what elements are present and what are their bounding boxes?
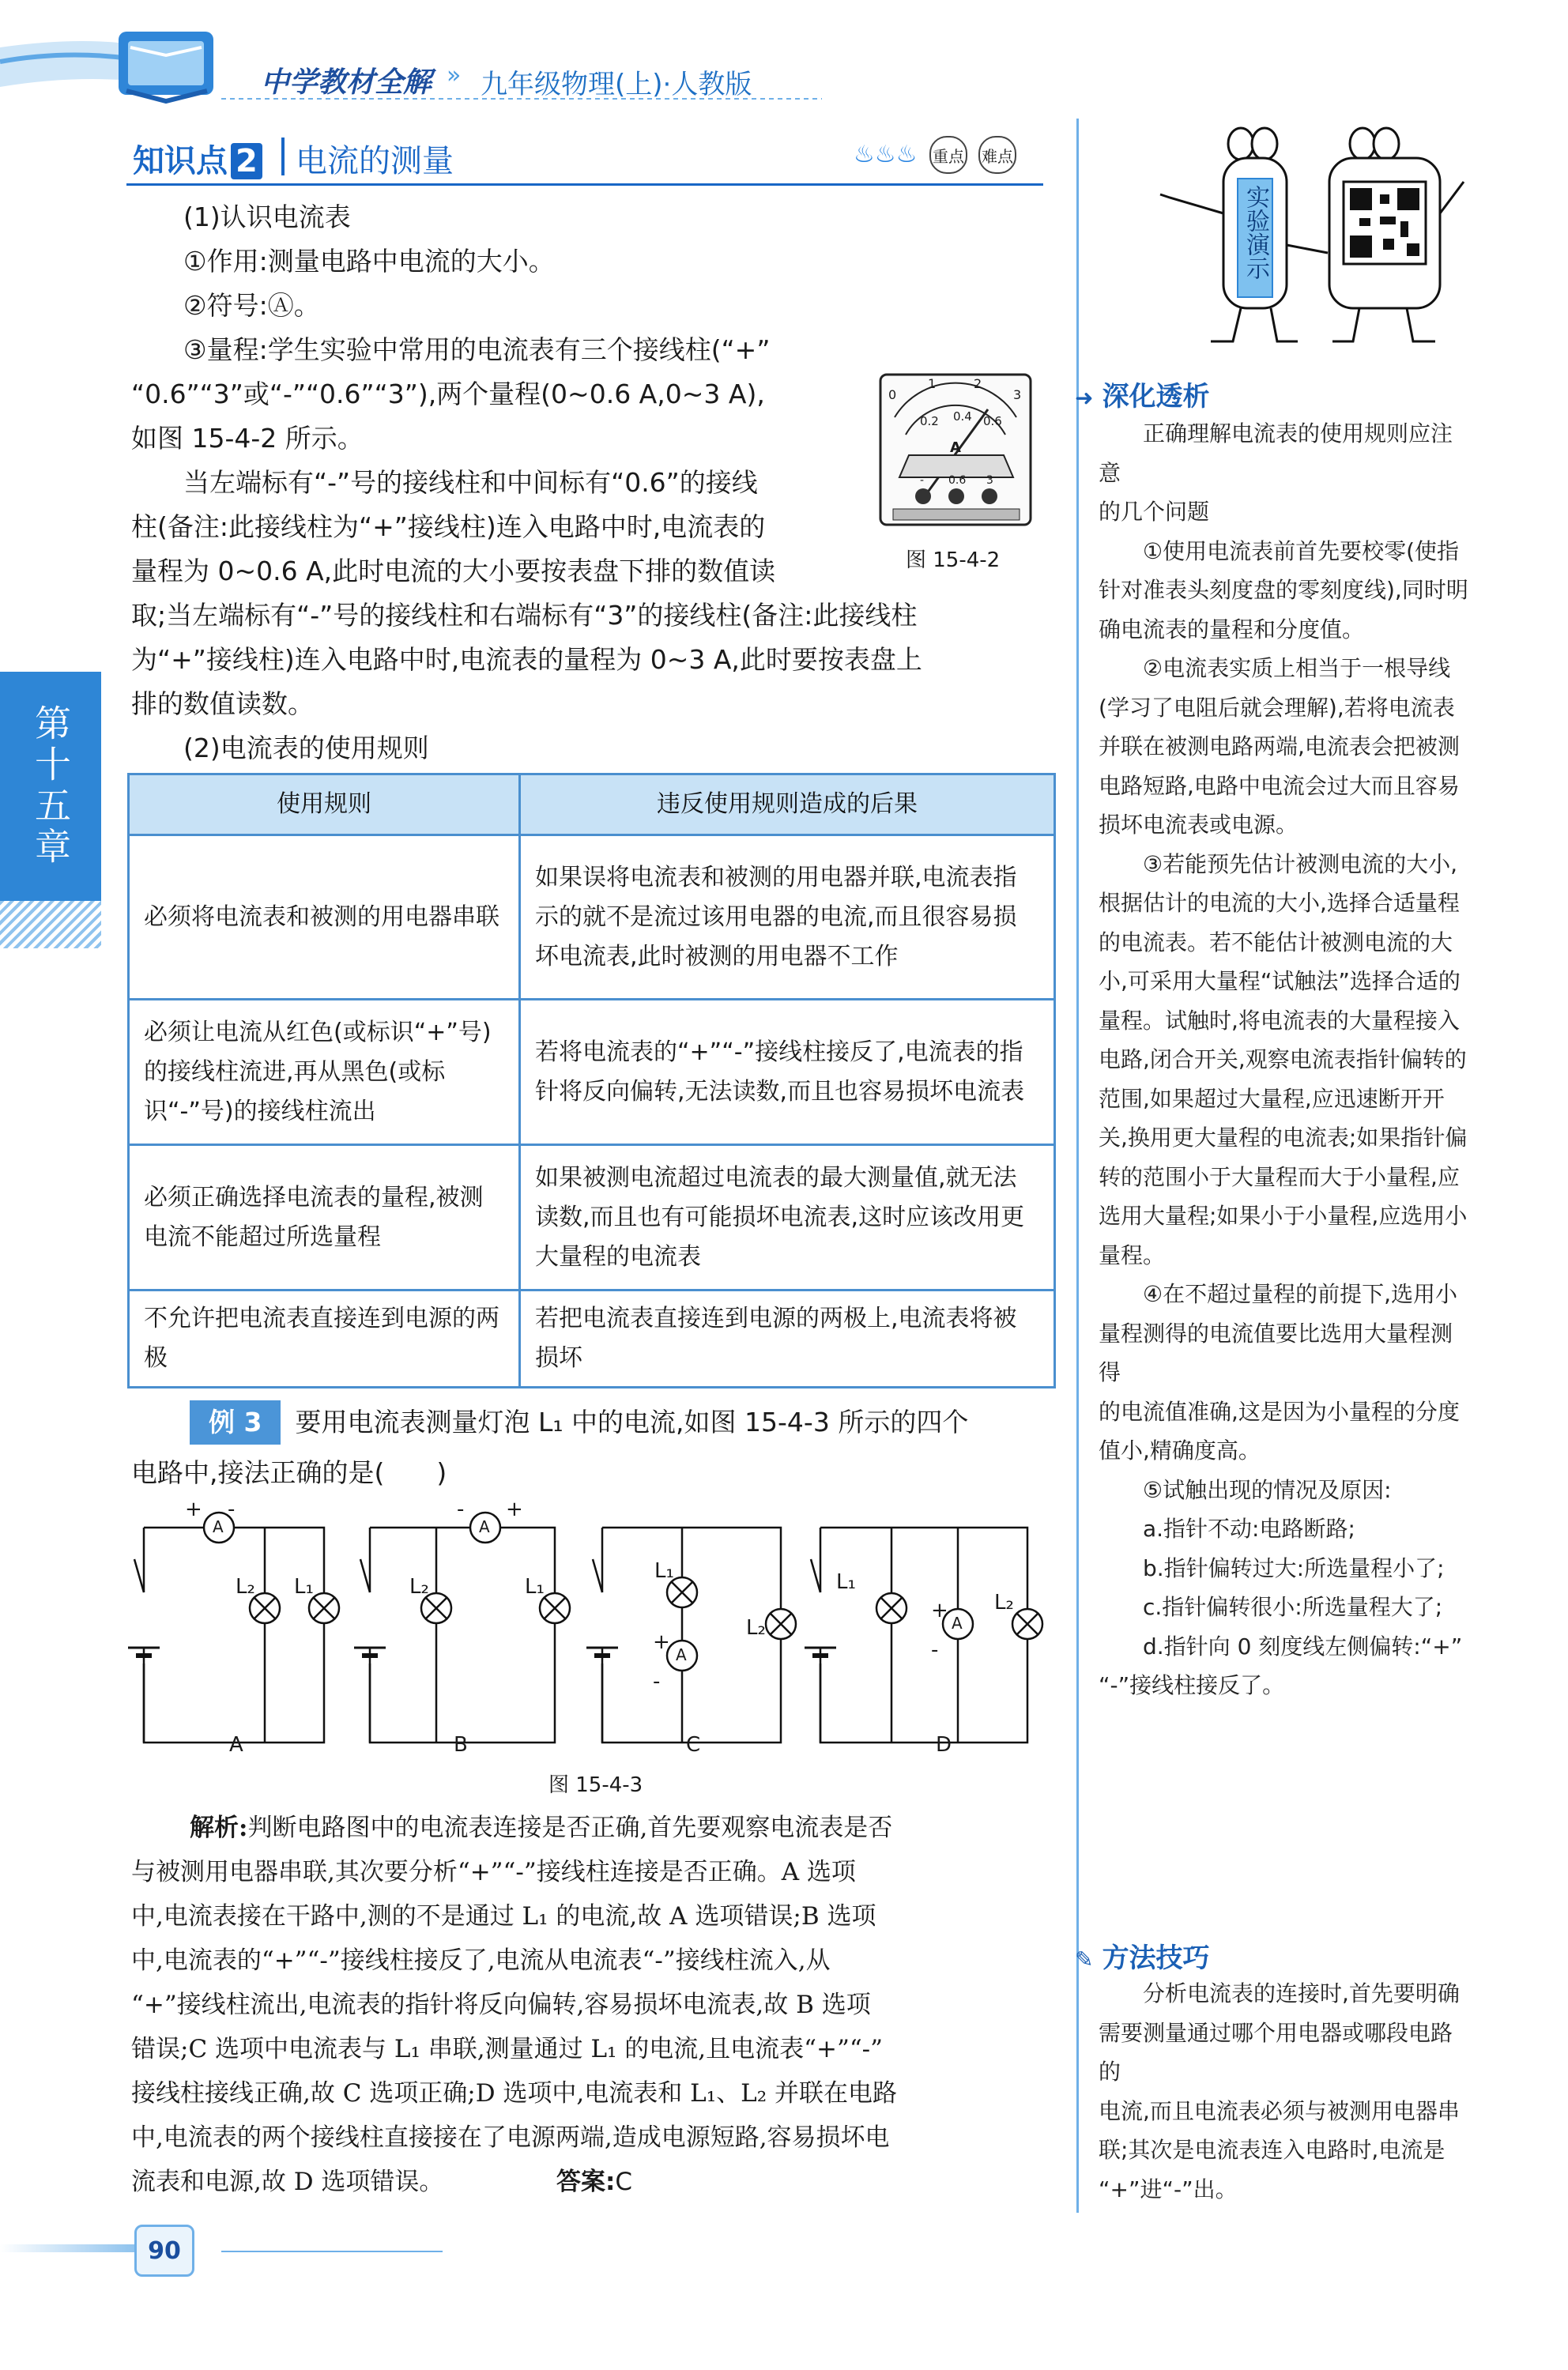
table-cell-consequence: 若将电流表的“+”“-”接线柱接反了,电流表的指针将反向偏转,无法读数,而且也容易损坏电流表 [520,1000,1055,1145]
meter-tick-top-0: 0 [888,387,897,402]
deep-analysis-title: 深化透析 [1102,381,1210,413]
demo-label: 实验演示 [1242,185,1269,280]
sidebar-text-line: 针对准表头刻度盘的零刻度线),同时明 [1099,577,1468,603]
sidebar-text-line: 正确理解电流表的使用规则应注意 [1099,420,1453,486]
ammeter-range-line2: “0.6”“3”或“-”“0.6”“3”),两个量程(0~0.6 A,0~3 A), [131,379,765,409]
meter-symbol-c: A [676,1645,687,1664]
table-cell-rule: 必须将电流表和被测的用电器串联 [129,835,520,1000]
sidebar-text-line: 联;其次是电流表连入电路时,电流是 [1099,2137,1446,2163]
table-header-rule: 使用规则 [129,774,520,835]
knowledge-point-number: 2 [231,143,262,179]
sidebar-text-line: ⑤试触出现的情况及原因: [1099,1476,1392,1503]
difficulty-badge: 难点 [978,136,1016,174]
sidebar-text-line: 选用大量程;如果小于小量程,应选用小 [1099,1203,1468,1229]
flame-rating-icon: ♨♨♨ [854,141,918,168]
lamp-label-b-l1: L₁ [525,1575,545,1599]
section2-heading: (2)电流表的使用规则 [183,733,429,763]
example-line1: 要用电流表测量灯泡 L₁ 中的电流,如图 15-4-3 所示的四个 [295,1407,969,1437]
header-arrow-icon: » [447,62,462,89]
meter-symbol-d: A [952,1614,963,1633]
plus-d: + [931,1599,948,1622]
lamp-label-a-l2: L₂ [236,1575,255,1599]
section1-heading: (1)认识电流表 [183,202,351,232]
analysis-line2: 与被测用电器串联,其次要分析“+”“-”接线柱连接是否正确。A 选项 [131,1858,856,1886]
rules-table-wrapper [127,773,1056,1388]
sidebar-text-line: 关,换用更大量程的电流表;如果指针偏 [1099,1125,1468,1151]
sidebar-text-line: ③若能预先估计被测电流的大小, [1099,850,1458,877]
sidebar-text-line: 需要测量通过哪个用电器或哪段电路的 [1099,2019,1453,2085]
meter-tick-top-3: 3 [1013,387,1022,402]
chapter-tab-stripes [0,901,101,948]
knowledge-point-label: 知识点 2 [133,143,266,179]
analysis-line1: 解析:判断电路图中的电流表连接是否正确,首先要观察电流表是否 [190,1814,893,1842]
method-tips-body [1099,1974,1470,2209]
sidebar-text-line: 的电流值准确,这是因为小量程的分度 [1099,1398,1460,1425]
para-line3: 量程为 0~0.6 A,此时电流的大小要按表盘下排的数值读 [131,556,776,586]
sidebar-text-line: (学习了电阻后就会理解),若将电流表 [1099,694,1455,721]
lamp-label-b-l2: L₂ [409,1575,429,1599]
chapter-tab: 第十五章 [0,672,101,901]
sidebar-text-line: 值小,精确度高。 [1099,1437,1261,1464]
sidebar-text-line: 并联在被测电路两端,电流表会把被测 [1099,733,1460,759]
knowledge-point-title: 电流的测量 [296,143,454,179]
circuit-a [128,1513,339,1743]
plus-a: + [185,1498,202,1521]
meter-symbol-a: A [213,1517,224,1536]
method-tips-title: 方法技巧 [1102,1942,1210,1974]
table-header-consequence: 违反使用规则造成的后果 [520,774,1055,835]
table-row [129,1000,1055,1145]
sidebar-text-line: “+”进“-”出。 [1099,2176,1238,2202]
sidebar-text-line: 分析电流表的连接时,首先要明确 [1099,1980,1460,2006]
mascot-illustration [1122,119,1470,348]
sidebar-text-line: “-”接线柱接反了。 [1099,1672,1285,1698]
meter-tick-top-2: 2 [974,376,982,391]
footer-line [221,2251,443,2252]
sidebar-text-line: a.指针不动:电路断路; [1099,1516,1355,1542]
title-underline [126,183,1043,186]
sidebar-text-line: 量程测得的电流值要比选用大量程测得 [1099,1320,1453,1385]
example-line2: 电路中,接法正确的是( ) [131,1457,447,1488]
analysis-line9: 流表和电源,故 D 选项错误。 [131,2168,444,2196]
circuit-label-b: B [454,1733,468,1757]
knowledge-point-bar [133,136,1040,180]
circuit-diagrams [119,1498,1051,1766]
para-line5: 为“+”接线柱)连入电路中时,电流表的量程为 0~3 A,此时要按表盘上 [131,644,922,675]
qr-code-icon [1344,182,1426,264]
lamp-label-d-l1: L₁ [836,1570,856,1594]
lamp-label-a-l1: L₁ [294,1575,314,1599]
analysis-line5: “+”接线柱流出,电流表的指针将反向偏转,容易损坏电流表,故 B 选项 [131,1991,871,2019]
sidebar-text-line: 的几个问题 [1099,499,1210,525]
sidebar-text-line: d.指针向 0 刻度线左侧偏转:“+” [1099,1633,1463,1660]
book-title: 中学教材全解 [261,66,432,99]
answer-value: C [615,2168,633,2196]
terminal-06 [948,488,964,504]
rules-table [127,773,1056,1388]
sidebar-text-line: 根据估计的电流的大小,选择合适量程 [1099,890,1460,916]
title-divider [281,138,285,175]
footer-dots-decoration [0,2244,134,2252]
sidebar-text-line: c.指针偏转很小:所选量程大了; [1099,1594,1443,1620]
table-cell-rule: 必须让电流从红色(或标识“+”号)的接线柱流进,再从黑色(或标识“-”号)的接线柱流出 [129,1000,520,1145]
experiment-demo-mascot [1122,119,1470,348]
meter-tick-bottom-06: 0.6 [983,414,1002,428]
terminal-label-3: 3 [986,474,993,487]
meter-tick-top-1: 1 [928,376,937,391]
arrow-icon: ➜ [1075,385,1094,411]
method-tips-header [1075,1936,1470,1974]
table-cell-consequence: 如果被测电流超过电流表的最大测量值,就无法读数,而且也有可能损坏电流表,这时应该改用更大量程的电流表 [520,1145,1055,1291]
sidebar-text-line: 电流,而且电流表必须与被测用电器串 [1099,2097,1460,2124]
sidebar-divider [1076,119,1079,2213]
para-line1: 当左端标有“-”号的接线柱和中间标有“0.6”的接线 [183,467,758,498]
sidebar-text-line: 确电流表的量程和分度值。 [1099,616,1365,642]
header-decoration [0,0,1568,119]
circuit-d [805,1528,1042,1743]
circuit-figure [119,1498,1051,1766]
book-logo-icon [119,32,213,101]
sidebar-text-line: 转的范围小于大量程而大于小量程,应 [1099,1163,1460,1190]
page-header [0,0,1568,119]
key-point-badge: 重点 [929,136,967,174]
ammeter-figure [877,370,1035,544]
sidebar-text-line: ④在不超过量程的前提下,选用小 [1099,1281,1458,1307]
sidebar-text-line: 损坏电流表或电源。 [1099,812,1298,838]
analysis-line3: 中,电流表接在干路中,测的不是通过 L₁ 的电流,故 A 选项错误;B 选项 [131,1902,876,1931]
table-cell-rule: 不允许把电流表直接连到电源的两极 [129,1291,520,1388]
table-header-row [129,774,1055,835]
analysis-line8: 中,电流表的两个接线柱直接接在了电源两端,造成电源短路,容易损坏电 [131,2123,890,2152]
analysis-line7: 接线柱接线正确,故 C 选项正确;D 选项中,电流表和 L₁、L₂ 并联在电路 [131,2079,898,2108]
sidebar-text-line: 电路短路,电路中电流会过大而且容易 [1099,772,1460,799]
meter-tick-bottom-04: 0.4 [953,409,972,424]
minus-c: - [653,1670,661,1694]
meter-tick-bottom-02: 0.2 [920,414,939,428]
para-line6: 排的数值读数。 [131,688,314,719]
table-cell-consequence: 如果误将电流表和被测的用电器并联,电流表指示的就不是流过该用电器的电流,而且很容易损坏电流表,此时被测的用电器不工作 [520,835,1055,1000]
lamp-label-c-l1: L₁ [654,1559,674,1583]
page-number: 90 [134,2225,194,2277]
book-subtitle: 九年级物理(上)·人教版 [481,69,752,100]
para-line4: 取;当左端标有“-”号的接线柱和右端标有“3”的接线柱(备注:此接线柱 [131,600,918,631]
sidebar-text-line: ①使用电流表前首先要校零(使指 [1099,537,1460,564]
circuit-label-d: D [936,1733,952,1757]
minus-a: - [228,1498,236,1521]
table-cell-consequence: 若把电流表直接连到电源的两极上,电流表将被损坏 [520,1291,1055,1388]
ammeter-range-line1: ③量程:学生实验中常用的电流表有三个接线柱(“+” [183,334,771,365]
ammeter-function: ①作用:测量电路中电流的大小。 [183,246,555,277]
circuit-b [354,1513,570,1743]
lamp-label-c-l2: L₂ [746,1616,766,1640]
minus-b: - [457,1498,465,1521]
lamp-label-d-l2: L₂ [994,1591,1014,1615]
sidebar-text-line: 量程。 [1099,1242,1166,1268]
para-line2: 柱(备注:此接线柱为“+”接线柱)连入电路中时,电流表的 [131,511,766,542]
table-row [129,835,1055,1000]
ammeter-range-line3: 如图 15-4-2 所示。 [131,423,364,454]
circuit-label-c: C [686,1733,701,1757]
sidebar-text-line: b.指针偏转过大:所选量程小了; [1099,1554,1445,1581]
analysis-line4: 中,电流表的“+”“-”接线柱接反了,电流从电流表“-”接线柱流入,从 [131,1946,831,1975]
table-row [129,1291,1055,1388]
ammeter-drawing [877,370,1035,544]
figure-15-4-2-caption: 图 15-4-2 [906,548,1001,572]
table-cell-rule: 必须正确选择电流表的量程,被测电流不能超过所选量程 [129,1145,520,1291]
sidebar-text-line: 小,可采用大量程“试触法”选择合适的 [1099,968,1461,994]
sidebar-text-line: ②电流表实质上相当于一根导线 [1099,655,1451,681]
pen-icon: ✎ [1075,1946,1094,1972]
example-question [190,1400,968,1445]
circuit-label-a: A [229,1733,243,1757]
plus-c: + [653,1630,670,1654]
answer [556,2160,632,2204]
deep-analysis-header [1075,375,1470,413]
terminal-label-06: 0.6 [948,474,967,487]
sidebar-text-line: 电路,闭合开关,观察电流表指针偏转的 [1099,1046,1467,1072]
ammeter-symbol: ②符号:Ⓐ。 [183,290,320,321]
terminal-label-minus: - [920,474,925,487]
example-badge: 例 3 [190,1400,281,1445]
sidebar-text-line: 量程。试触时,将电流表的大量程接入 [1099,1007,1460,1034]
answer-label: 答案: [556,2168,616,2196]
table-row [129,1145,1055,1291]
minus-d: - [931,1638,939,1662]
figure-15-4-3-caption: 图 15-4-3 [548,1773,643,1797]
plus-b: + [506,1498,523,1521]
meter-symbol-b: A [479,1517,490,1536]
terminal-3 [982,488,997,504]
sidebar-text-line: 范围,如果超过大量程,应迅速断开开 [1099,1085,1445,1112]
analysis-label: 解析: [190,1814,248,1842]
deep-analysis-body [1099,414,1470,1705]
analysis-line6: 错误;C 选项中电流表与 L₁ 串联,测量通过 L₁ 的电流,且电流表“+”“-” [131,2035,884,2063]
terminal-minus [915,488,931,504]
sidebar-text-line: 的电流表。若不能估计被测电流的大 [1099,929,1453,955]
meter-unit: A [950,439,961,456]
